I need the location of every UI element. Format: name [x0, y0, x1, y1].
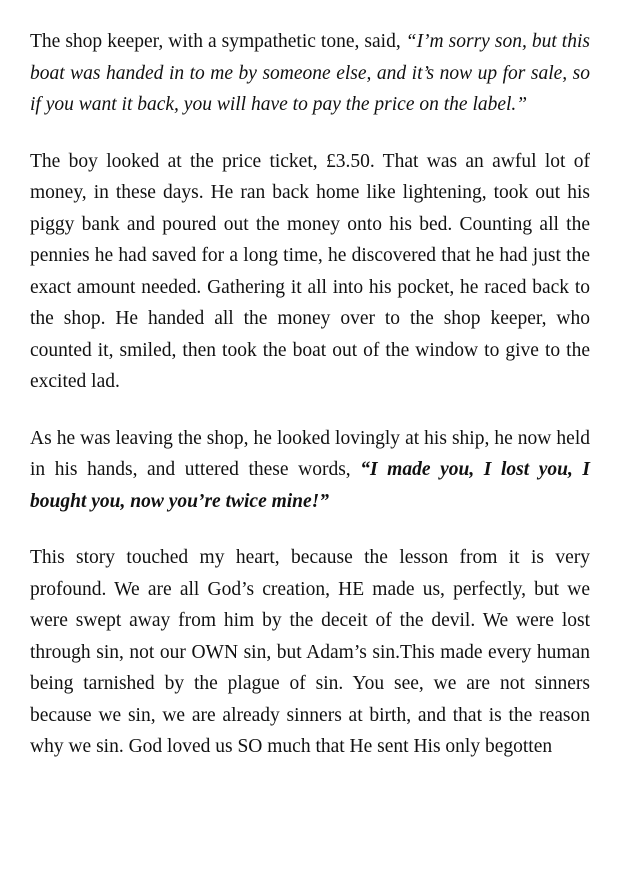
body-text: This story touched my heart, because the lesson from it is very profound. We are all God’s creation, HE made us, perfectly, but we were swept away from him by the deceit of the devil. We were lost through sin, not our OWN sin, but Adam’s sin.This made every human being tarnished by the plague of sin. You see, we are not sinners because we sin, we are already sinners at birth, and that is the reason why we sin. God loved us SO much that He sent His only begotten: [30, 547, 590, 757]
paragraph-1: [30, 26, 590, 121]
paragraph-2: [30, 146, 590, 398]
bold-italic-quote-text: “I made you, I lost you, I bought you, now you’re twice mine!”: [30, 459, 590, 512]
italic-quote-text: “I’m sorry son, but this boat was handed in to me by someone else, and it’s now up for sale, so if you want it back, you will have to pay the price on the label.”: [30, 31, 590, 115]
body-text: The boy looked at the price ticket, £3.50. That was an awful lot of money, in these days. He ran back home like lightening, took out his piggy bank and poured out the money onto his bed. Counting all the pennies he had saved for a long time, he discovered that he had just the exact amount needed. Gathering it all into his pocket, he raced back to the shop. He handed all the money over to the shop keeper, who counted it, smiled, then took the boat out of the window to give to the excited lad.: [30, 150, 590, 392]
document-body: [30, 26, 590, 763]
paragraph-4: [30, 542, 590, 763]
paragraph-3: [30, 423, 590, 518]
body-text: As he was leaving the shop, he looked lovingly at his ship, he now held in his hands, and uttered these words,: [30, 427, 590, 480]
body-text: The shop keeper, with a sympathetic tone, said,: [30, 31, 406, 52]
